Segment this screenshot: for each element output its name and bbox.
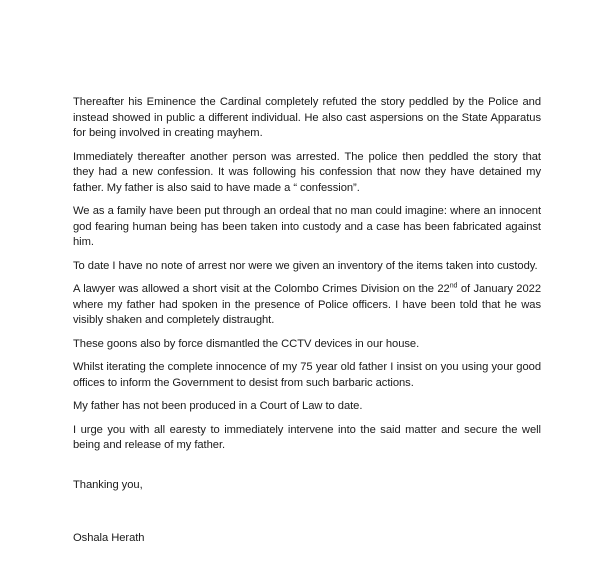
paragraph-second-arrest: Immediately thereafter another person was arrested. The police then peddled the story that they had a new confession. It was following his confession that now they have detained my father. My father is also said to have made a “ confession”. (73, 150, 541, 194)
paragraph-cctv-dismantled: These goons also by force dismantled the CCTV devices in our house. (73, 337, 420, 350)
letter-body (73, 95, 541, 555)
paragraph-cardinal-refutation: Thereafter his Eminence the Cardinal completely refuted the story peddled by the Police and instead showed in public a different individual. He also cast aspersions on the State Apparatus for being involved in creating mayhem. (73, 96, 541, 139)
lawyer-visit-text-start: A lawyer was allowed a short visit at the Colombo Crimes Division on the 22 (73, 283, 450, 295)
paragraph-not-produced-court: My father has not been produced in a Court of Law to date. (73, 400, 363, 412)
closing-line: Thanking you, (73, 478, 143, 491)
paragraph-family-ordeal: We as a family have been put through an ordeal that no man could imagine: where an innocent god fearing human being has been taken into custody and a case has been fabricated against him. (73, 205, 541, 248)
paragraph-insist-government: Whilst iterating the complete innocence of my 75 year old father I insist on you using your good offices to inform the Government to desist from such barbaric actions. (73, 361, 541, 389)
date-ordinal-suffix: nd (449, 282, 458, 290)
paragraph-lawyer-visit (73, 282, 541, 329)
lawyer-visit-text-end: of January 2022 where my father had spoken in the presence of Police officers. I have been told that he was visibly shaken and completely distraught. (73, 283, 541, 326)
signature-name: Oshala Herath (73, 532, 145, 544)
paragraph-urge-intervention: I urge you with all earesty to immediately intervene into the said matter and secure the well being and release of my father. (73, 423, 541, 451)
paragraph-no-arrest-note: To date I have no note of arrest nor were we given an inventory of the items taken into custody. (73, 259, 538, 272)
